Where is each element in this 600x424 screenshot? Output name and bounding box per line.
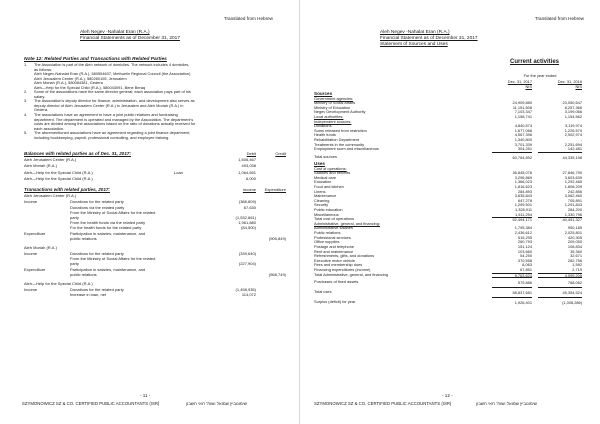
value-2016: 23,050,647: [562, 100, 582, 106]
value-2016: 950,185: [567, 225, 582, 231]
expenditure-value: (905,849): [268, 235, 286, 241]
value-2016: 2,902,974: [564, 132, 582, 138]
row-label: Total uses: [314, 289, 332, 295]
transaction-description: From the health funds via the related party: [70, 220, 146, 226]
row-label: Sums released from restriction: [314, 127, 367, 133]
income-value: 1,961,880: [238, 220, 256, 226]
party-name: Aleh Moriah (R.A.): [24, 163, 57, 169]
value-2017: 1,511,254: [514, 211, 532, 217]
note-text: each association.: [34, 125, 65, 131]
value-2016: 1,291,843: [564, 202, 582, 208]
transaction-row: [24, 272, 284, 277]
debit-value: 6,000: [245, 175, 256, 181]
expenditure-value: (568,749): [268, 271, 286, 277]
value-2016: 4,099,205: [538, 273, 582, 279]
party-name: Aleh—Help for the Special Child (R.A.): [24, 169, 93, 175]
transaction-row: [24, 292, 284, 297]
transaction-description: Donations for the related party: [70, 199, 124, 205]
transaction-description: party: [70, 214, 79, 220]
period-label: For the year ended: [523, 73, 557, 78]
note-item: [24, 113, 280, 131]
col1-header: Dec. 31, 2017: [507, 79, 532, 84]
value-2016: 284,200: [567, 207, 582, 213]
row-label: Government agencies:: [314, 95, 354, 101]
transaction-description: party: [70, 261, 79, 267]
transaction-category: Expenditure: [24, 266, 46, 272]
row-label: Treatments in the community: [314, 141, 365, 147]
transaction-category: Income: [24, 287, 38, 293]
row-label: Salaries and benefits: [314, 170, 351, 176]
value-2016: 2,251,694: [564, 141, 582, 147]
value-2016: 242,856: [567, 188, 582, 194]
value-2016: 40,491,327: [538, 217, 582, 223]
row-label: Health funds: [314, 132, 336, 138]
income-value: (227,904): [238, 261, 256, 267]
row-label: Uses: [314, 160, 325, 166]
value-2017: 60,764,892: [492, 152, 532, 163]
value-2016: 1,226,570: [564, 127, 582, 133]
row-label: Postage and telephone: [314, 243, 355, 249]
note-text: Aleh Moriah (R.A.), 580084381, Gedera: [34, 80, 103, 86]
value-2016: 209,050: [567, 239, 582, 245]
value-2016: 142,481: [567, 146, 582, 152]
section-title: Current activities: [510, 59, 560, 65]
right-page: [300, 0, 600, 424]
value-2017: 7,103,347: [514, 109, 532, 115]
value-2016: 3,062,460: [564, 193, 582, 199]
row-label: Total cost of operations: [314, 216, 355, 222]
row-label: Donations: [314, 123, 332, 129]
footer-left: SZYMONOWICZ SZ & CO. CERTIFIED PUBLIC ACCOUNTANTS (ISR): [314, 401, 452, 406]
party-name: Aleh—Help for the Special Child (R.A.): [24, 175, 93, 181]
value-2017: 36,845,076: [512, 170, 532, 176]
party-name: Aleh Jerusalem Center (R.A.): [24, 193, 77, 199]
value-2017: 304,251: [517, 146, 532, 152]
value-2017: 579,886: [492, 277, 532, 288]
value-2016: 1,808,209: [564, 183, 582, 189]
transaction-description: Participation in salaries, maintenance, and: [70, 266, 146, 272]
balances-title: Balances with related parties as of Dec. 31, 2017:: [24, 151, 131, 156]
notes-list: [24, 63, 280, 140]
row-label: Cost of operations:: [314, 165, 347, 171]
income-value: (339,640): [238, 251, 256, 257]
note-number: 1.: [24, 62, 28, 67]
debit-value: 1,606,467: [238, 157, 256, 163]
value-2016: 108,834: [567, 243, 582, 249]
value-2016: 35,360: [570, 248, 582, 254]
value-2017: 1,158,741: [514, 114, 532, 120]
value-2017: 4,840,574: [514, 123, 532, 129]
value-2017: 370,558: [517, 257, 532, 263]
note-text: deputy director of Aleh Jerusalem Center (R.A.) in Jerusalem and Aleh Moriah (R.A.) in: [34, 102, 184, 108]
sources-uses-table: [314, 92, 582, 307]
doc-title: Financial Statements as of December 31, 2017: [80, 35, 180, 41]
row-label: Linens: [314, 188, 326, 194]
row-label: Negev Development Authority: [314, 109, 366, 115]
value-2017: 1,926,401: [492, 297, 532, 308]
footer-right: שימונוביץ שמואל ושות' רואי חשבון: [476, 401, 537, 406]
transaction-description: Donations for the related party: [70, 287, 124, 293]
row-label: Sources: [314, 91, 333, 96]
transaction-category: Income: [24, 251, 38, 257]
balance-type: Loan: [174, 169, 183, 175]
statement-row: [314, 277, 582, 287]
row-label: Administrative salaries: [314, 225, 353, 231]
expenditure-header: Expenditure: [264, 187, 286, 192]
row-label: Maintenance: [314, 193, 337, 199]
income-header: Income: [242, 187, 256, 192]
value-2016: 3,199,066: [564, 109, 582, 115]
transaction-category: Income: [24, 199, 38, 205]
balance-row: [24, 176, 284, 182]
note-number: 2.: [24, 89, 28, 95]
transaction-row: [24, 236, 284, 241]
value-2017: 1,677,066: [514, 127, 532, 133]
row-label: Rent and maintenance: [314, 248, 354, 254]
note-text: as follows:: [34, 66, 53, 72]
income-value: (1,458,935): [235, 287, 256, 293]
row-label: Food and kitchen: [314, 183, 344, 189]
income-value: (84,500): [241, 225, 256, 231]
row-label: Cleaning: [314, 197, 330, 203]
row-label: Employment room and miscellaneous: [314, 146, 379, 152]
note-text: The associations have an agreement to have a joint public relations and fundraising: [34, 112, 178, 118]
value-2017: 1,299,501: [514, 202, 532, 208]
note-text: Aleh Negev-Nahalat Eran (R.A.), 580554637, Methuelin Regional Council (the Association): [34, 71, 191, 77]
value-2017: 3,296,869: [514, 174, 532, 180]
value-2016: 27,846,790: [562, 170, 582, 176]
transaction-description: public relations: [70, 271, 97, 277]
row-label: Ministry of Social Affairs: [314, 100, 356, 106]
transactions-title: Transactions with related parties, 2017:: [24, 187, 110, 192]
statement-row: [314, 287, 582, 297]
value-2016: 44,335,198: [538, 152, 582, 163]
value-2017: 24,909,880: [512, 100, 532, 106]
value-2017: 1,328,911: [514, 207, 532, 213]
transactions-table: [24, 187, 284, 302]
income-value: (1,532,661): [235, 214, 256, 220]
row-label: Medical care: [314, 174, 337, 180]
transaction-description: public relations: [70, 235, 97, 241]
value-2017: 103,660: [517, 248, 532, 254]
value-2017: 1,816,623: [514, 183, 532, 189]
value-2016: 3,603,639: [564, 174, 582, 180]
row-label: Refreshments, gifts, and donations: [314, 253, 375, 259]
note-text: including bookkeeping, payroll, professional consulting, and employee training.: [34, 134, 170, 140]
value-2017: 260,793: [517, 239, 532, 245]
transaction-description: Increase in loan, net: [70, 292, 107, 298]
value-2017: 284,893: [517, 188, 532, 194]
note-text: Gedera.: [34, 107, 49, 113]
party-name: Aleh—Help for the Special Child (R.A.): [24, 281, 93, 286]
value-2017: 58,837,681: [492, 287, 532, 298]
note-text: Some of the associations have the same director general; each association pays part of his: [34, 89, 191, 95]
row-label: Administrative, general, and financing:: [314, 220, 380, 226]
value-2016: 2,719: [572, 266, 582, 272]
value-2016: 2,025,801: [564, 230, 582, 236]
translated-note: Translated from Hebrew: [534, 16, 584, 21]
value-2017: 67,851: [520, 266, 532, 272]
row-label: Office supplies: [314, 239, 340, 245]
value-2017: 515,295: [517, 234, 532, 240]
value-2016: 32,671: [570, 253, 582, 259]
page-number: - 11 -: [140, 393, 151, 398]
debit-header: Debit: [246, 151, 256, 156]
value-2017: 1,795,384: [514, 225, 532, 231]
row-label: Fees and membership dues: [314, 262, 363, 268]
value-2017: 54,250: [520, 253, 532, 259]
note-item: [24, 131, 280, 140]
note-item: [24, 99, 280, 113]
note-text: The Association's deputy director for finance, administration, and development also serves as: [34, 98, 195, 104]
row-label: Executive motor vehicle: [314, 257, 356, 263]
value-2017: 647,278: [517, 197, 532, 203]
row-label: Professional services: [314, 234, 351, 240]
value-2016: 1,330,796: [564, 211, 582, 217]
value-2017: 52,494,171: [492, 217, 532, 223]
row-label: Surplus (deficit) for year: [314, 299, 356, 305]
row-label: Local authorities:: [314, 114, 344, 120]
row-label: Rehabilitation Department: [314, 137, 359, 143]
translated-note: Translated from Hebrew: [223, 16, 273, 21]
footer-left: SZYMONOWICZ SZ & CO. CERTIFIED PUBLIC ACCOUNTANTS (ISR): [22, 401, 160, 406]
row-label: Miscellaneous: [314, 211, 339, 217]
transaction-description: For the health funds for the related party: [70, 225, 142, 231]
org-name: Aleh Negev -Nahalat Eran (R.A.): [80, 30, 150, 35]
note-number: 5.: [24, 130, 28, 136]
note-text: salary.: [34, 93, 46, 99]
row-label: Financing expenditures (income): [314, 266, 371, 272]
col2-unit: NIS: [575, 84, 582, 89]
note-text: Aleh Jerusalem Center (R.A.), 580260105, Jerusalem: [34, 75, 127, 81]
value-2017: 5,763,624: [492, 273, 532, 279]
value-2016: 1,592: [572, 262, 582, 268]
balances-table: [24, 151, 284, 182]
transaction-description: Donations for the related party: [70, 251, 124, 257]
row-label: Total sources: [314, 153, 337, 159]
col1-unit: NIS: [525, 84, 532, 89]
statement-row: [314, 297, 582, 307]
value-2016: 3,119,974: [564, 123, 582, 129]
value-2017: 1,340,800: [514, 137, 532, 143]
value-2017: 151,124: [517, 243, 532, 249]
value-2017: 1,366,023: [514, 179, 532, 185]
value-2016: -: [580, 137, 582, 143]
note-text: costs are divided among the associations based on the ratio of donations actually received for: [34, 121, 196, 127]
transaction-category: Expenditure: [24, 230, 46, 236]
transaction-description: Donations via the related party: [70, 204, 125, 210]
transaction-description: From the Ministry of Social Affairs for the related: [70, 209, 156, 215]
note-item: [24, 63, 280, 90]
value-2017: 4,567,396: [514, 132, 532, 138]
note-text: The Association is part of the Aleh network of domiciles. The network includes 4 domiciles,: [34, 62, 190, 67]
page-number: - 12 -: [442, 393, 453, 398]
row-label: Education: [314, 179, 332, 185]
page-header: [80, 30, 230, 42]
org-name: Aleh Negev -Nahalat Eran (R.A.): [380, 30, 450, 35]
column-headers: [314, 73, 582, 89]
debit-value: 493,038: [241, 163, 256, 169]
statement-row: [314, 152, 582, 162]
footer-right: שימונוביץ שמואל ושות' רואי חשבון: [186, 401, 247, 406]
value-2016: 768,062: [538, 277, 582, 288]
value-2016: 45,354,524: [538, 287, 582, 298]
value-2016: 282,756: [567, 257, 582, 263]
income-value: (388,809): [238, 199, 256, 205]
doc-subtitle: Statement of Sources and Uses: [380, 41, 448, 47]
value-2016: 1,292,465: [564, 179, 582, 185]
credit-header: Credit: [275, 151, 286, 156]
transaction-description: Participation in salaries, maintenance, and: [70, 230, 146, 236]
row-label: Security: [314, 202, 329, 208]
value-2017: 11,151,508: [512, 104, 532, 110]
income-value: 67,630: [243, 204, 256, 210]
debit-value: 1,064,651: [238, 169, 256, 175]
value-2017: 8,063: [522, 262, 532, 268]
doc-title: Financial Statement as of December 31, 2017: [380, 35, 478, 41]
page-header: [380, 30, 530, 47]
value-2016: 420,305: [567, 234, 582, 240]
note-number: 3.: [24, 98, 28, 104]
party-name: Aleh Jerusalem Center (R.A.): [24, 157, 77, 163]
row-label: Public education: [314, 207, 343, 213]
value-2017: 2,436,612: [514, 230, 532, 236]
party-name: Aleh Moriah (R.A.): [24, 244, 57, 250]
value-2016: 8,257,366: [564, 104, 582, 110]
row-label: Public relations: [314, 230, 341, 236]
value-2016: 705,891: [567, 197, 582, 203]
value-2016: 1,154,562: [564, 114, 582, 120]
value-2017: 3,701,339: [514, 141, 532, 147]
note-text: Aleh—Help for the Special Child (R.A.), 580043091, Bene Beraq: [34, 84, 146, 90]
row-label: Ministry of Education: [314, 104, 351, 110]
income-value: 114,072: [241, 292, 256, 298]
value-2016: (1,008,286): [538, 297, 582, 308]
row-label: Purchases of fixed assets: [314, 279, 359, 285]
value-2017: 3,635,843: [514, 193, 532, 199]
transaction-description: From the Ministry of Social Affairs for the related: [70, 256, 156, 262]
row-label: Total Administrative, general, and financing: [314, 271, 388, 277]
row-label: Independent sources:: [314, 118, 352, 124]
note-text: department. The department is operated and managed by the Association. The department's: [34, 116, 194, 122]
note-text: The aforementioned associations have an agreement regarding a joint finance department,: [34, 130, 191, 136]
notes-title: Note 12: Related Parties and Transactions with Related Parties: [24, 57, 167, 62]
note-number: 4.: [24, 112, 28, 118]
col2-header: Dec. 31, 2016: [557, 79, 582, 84]
